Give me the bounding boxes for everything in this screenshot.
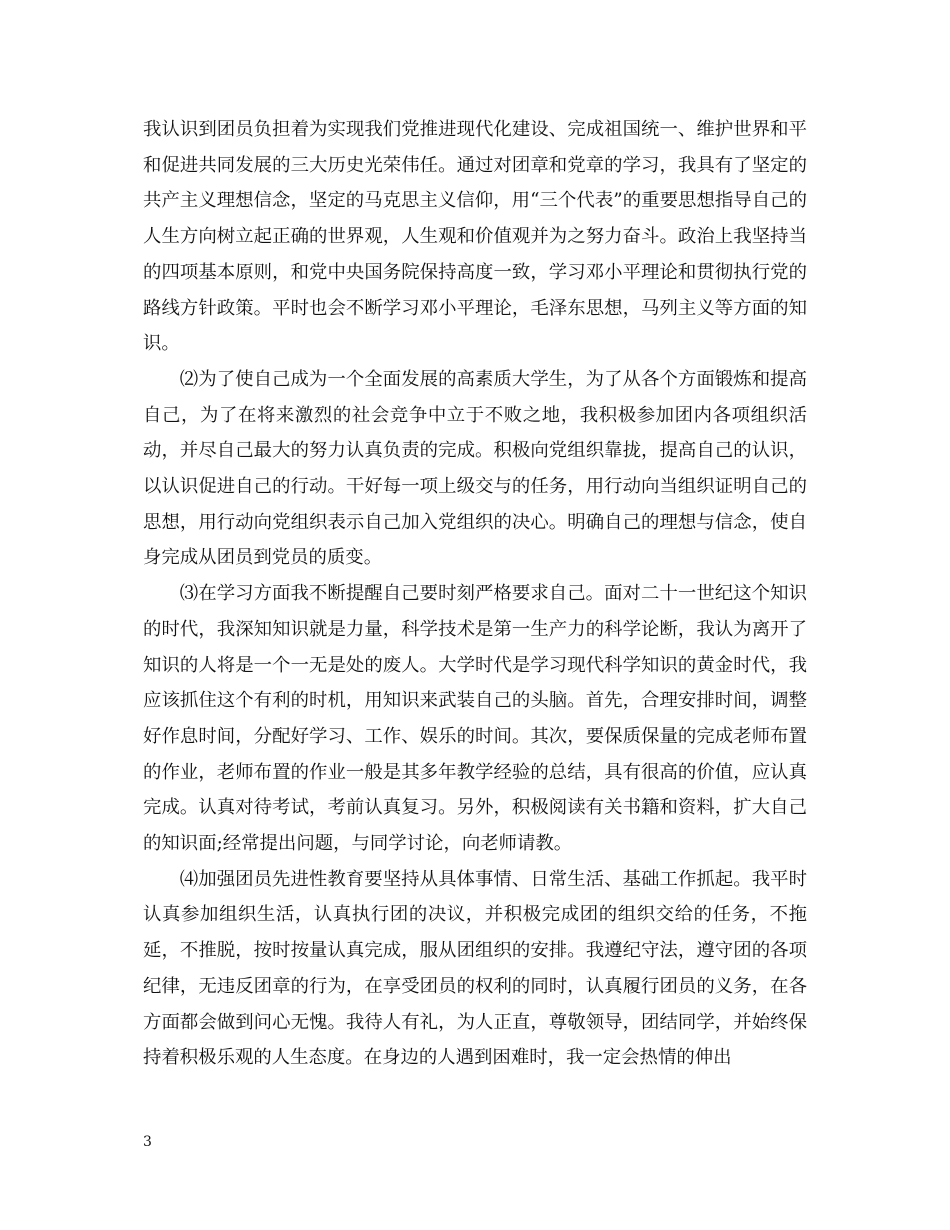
page-number: 3 [143,1134,152,1150]
paragraph-2: ⑵为了使自己成为一个全面发展的高素质大学生，为了从各个方面锻炼和提高自己，为了在将来激烈的社会竞争中立于不败之地，我积极参加团内各项组织活动，并尽自己最大的努力认真负责的完成。积极向党组织靠拢，提高自己的认识，以认识促进自己的行动。干好每一项上级交与的任务，用行动向当组织证明自己的思想，用行动向党组织表示自己加入党组织的决心。明确自己的理想与信念，使自身完成从团员到党员的质变。 [143,368,807,569]
document-body [143,112,807,1076]
paragraph-4: ⑷加强团员先进性教育要坚持从具体事情、日常生活、基础工作抓起。我平时认真参加组织生活，认真执行团的决议，并积极完成团的组织交给的任务，不拖延，不推脱，按时按量认真完成，服从团组织的安排。我遵纪守法，遵守团的各项纪律，无违反团章的行为，在享受团员的权利的同时，认真履行团员的义务，在各方面都会做到问心无愧。我待人有礼，为人正直，尊敬领导，团结同学，并始终保持着积极乐观的人生态度。在身边的人遇到困难时，我一定会热情的伸出 [143,868,807,1069]
paragraph-1: 我认识到团员负担着为实现我们党推进现代化建设、完成祖国统一、维护世界和平和促进共同发展的三大历史光荣伟任。通过对团章和党章的学习，我具有了坚定的共产主义理想信念，坚定的马克思主义信仰，用“三个代表”的重要思想指导自己的人生方向树立起正确的世界观，人生观和价值观并为之努力奋斗。政治上我坚持当的四项基本原则，和党中央国务院保持高度一致，学习邓小平理论和贯彻执行党的路线方针政策。平时也会不断学习邓小平理论，毛泽东思想，马列主义等方面的知识。 [143,119,807,355]
paragraph-3: ⑶在学习方面我不断提醒自己要时刻严格要求自己。面对二十一世纪这个知识的时代，我深知知识就是力量，科学技术是第一生产力的科学论断，我认为离开了知识的人将是一个一无是处的废人。大学时代是学习现代科学知识的黄金时代，我应该抓住这个有利的时机，用知识来武装自己的头脑。首先，合理安排时间，调整好作息时间，分配好学习、工作、娱乐的时间。其次，要保质保量的完成老师布置的作业，老师布置的作业一般是其多年教学经验的总结，具有很高的价值，应认真完成。认真对待考试，考前认真复习。另外，积极阅读有关书籍和资料，扩大自己的知识面;经常提出问题，与同学讨论，向老师请教。 [143,583,807,855]
